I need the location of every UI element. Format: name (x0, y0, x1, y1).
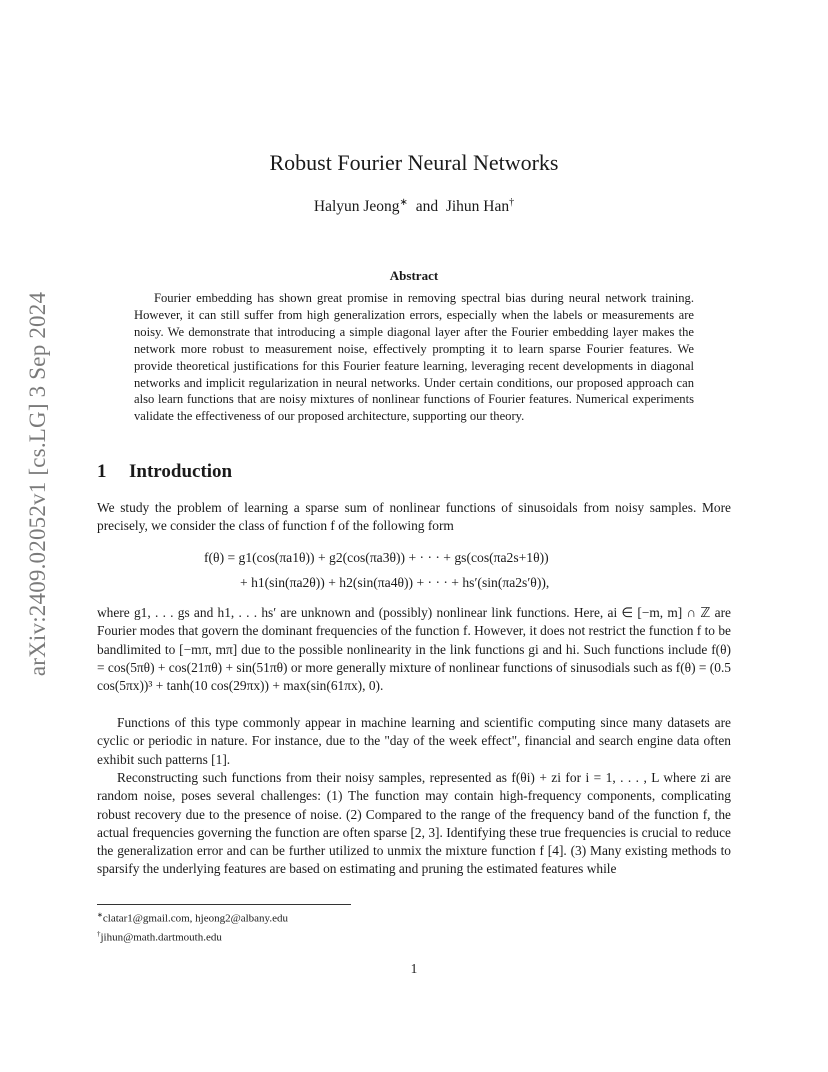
footnote-marker: ∗ (97, 911, 103, 919)
author-connector: and (415, 198, 439, 216)
footnotes (97, 908, 288, 946)
abstract-text: Fourier embedding has shown great promise in removing spectral bias during neural network training. However, it can still suffer from high generalization errors, especially when the labels or measurements are noisy. We demonstrate that introducing a simple diagonal layer after the Fourier embedding layer makes the network more robust to measurement noise, effectively prompting it to learn sparse Fourier features. We provide theoretical justifications for this Fourier feature learning, leveraging recent developments in diagonal networks and implicit regularization in neural networks. Under certain conditions, our proposed approach can also learn functions that are noisy mixtures of nonlinear functions of Fourier features. Numerical experiments validate the effectiveness of our proposed architecture, supporting our theory. (134, 291, 694, 424)
footnote-marker: † (97, 930, 101, 939)
abstract-heading: Abstract (389, 268, 439, 283)
paragraph (97, 604, 731, 695)
arxiv-sidebar-stamp (20, 291, 56, 677)
footnote-text: clatar1@gmail.com, hjeong2@albany.edu (102, 912, 288, 925)
footnote-marker: † (509, 197, 515, 208)
author-name: Halyun Jeong (313, 198, 400, 216)
author-line (0, 197, 828, 216)
paragraph (97, 714, 731, 769)
equation-line: f(θ) = g1(cos(πa1θ)) + g2(cos(πa3θ)) + · · · + gs(cos(πa2s+1θ)) (204, 550, 549, 565)
paragraph-text: Functions of this type commonly appear in machine learning and scientific computing since many datasets are cyclic or periodic in nature. For instance, due to the "day of the week effect", financial and search engine data often exhibit such patterns [1]. (97, 715, 731, 767)
paragraph-text: We study the problem of learning a sparse sum of nonlinear functions of sinusoidals from noisy samples. More precisely, we consider the class of function f of the following form (97, 500, 731, 534)
paper-title: Robust Fourier Neural Networks (269, 150, 559, 175)
abstract-body (134, 290, 694, 425)
section-number: 1 (97, 461, 107, 482)
footnote-marker: ∗ (399, 197, 408, 208)
footnote (97, 908, 288, 927)
paragraph-text: where g1, . . . gs and h1, . . . hs′ are unknown and (possibly) nonlinear link functions. Here, ai ∈ [−m, m] ∩ ℤ are Fourier modes that govern the dominant frequencies of the function f. However, it does not restrict the function f to be bandlimited to [−mπ, mπ] due to the possible nonlinearity in the link functions gi and hi. Such functions include f(θ) = cos(5πθ) + cos(21πθ) + sin(51πθ) or more generally mixture of nonlinear functions of sinusodials such as f(θ) = (0.5 cos(5πx))³ + tanh(10 cos(29πx)) + max(sin(61πx), 0). (97, 605, 731, 694)
section-heading (97, 461, 232, 483)
footnote-rule (97, 904, 351, 905)
paragraph (97, 499, 731, 536)
paragraph-text: Reconstructing such functions from their noisy samples, represented as f(θi) + zi for i = 1, . . . , L where zi are random noise, poses several challenges: (1) The function may contain high-frequency components, complicating robust recovery due to the presence of noise. (2) Compared to the range of the frequency band of the function f, the actual frequencies governing the function are often sparse [2, 3]. Identifying these true frequencies is crucial to reduce the generalization error and can be further utilized to unmix the mixture function f [4]. (3) Many existing methods to sparsify the underlying features are based on estimating and pruning the estimated features while (97, 770, 731, 877)
section-title: Introduction (129, 461, 233, 482)
footnote-text: jihun@math.dartmouth.edu (100, 931, 222, 944)
arxiv-identifier: arXiv:2409.02052v1 [cs.LG] 3 Sep 2024 (25, 291, 51, 677)
equation-line: + h1(sin(πa2θ)) + h2(sin(πa4θ)) + · · · + hs′(sin(πa2s′θ)), (240, 575, 550, 590)
page-number: 1 (410, 961, 418, 976)
footnote (97, 927, 288, 946)
author-name: Jihun Han (445, 198, 510, 216)
paragraph (97, 769, 731, 879)
